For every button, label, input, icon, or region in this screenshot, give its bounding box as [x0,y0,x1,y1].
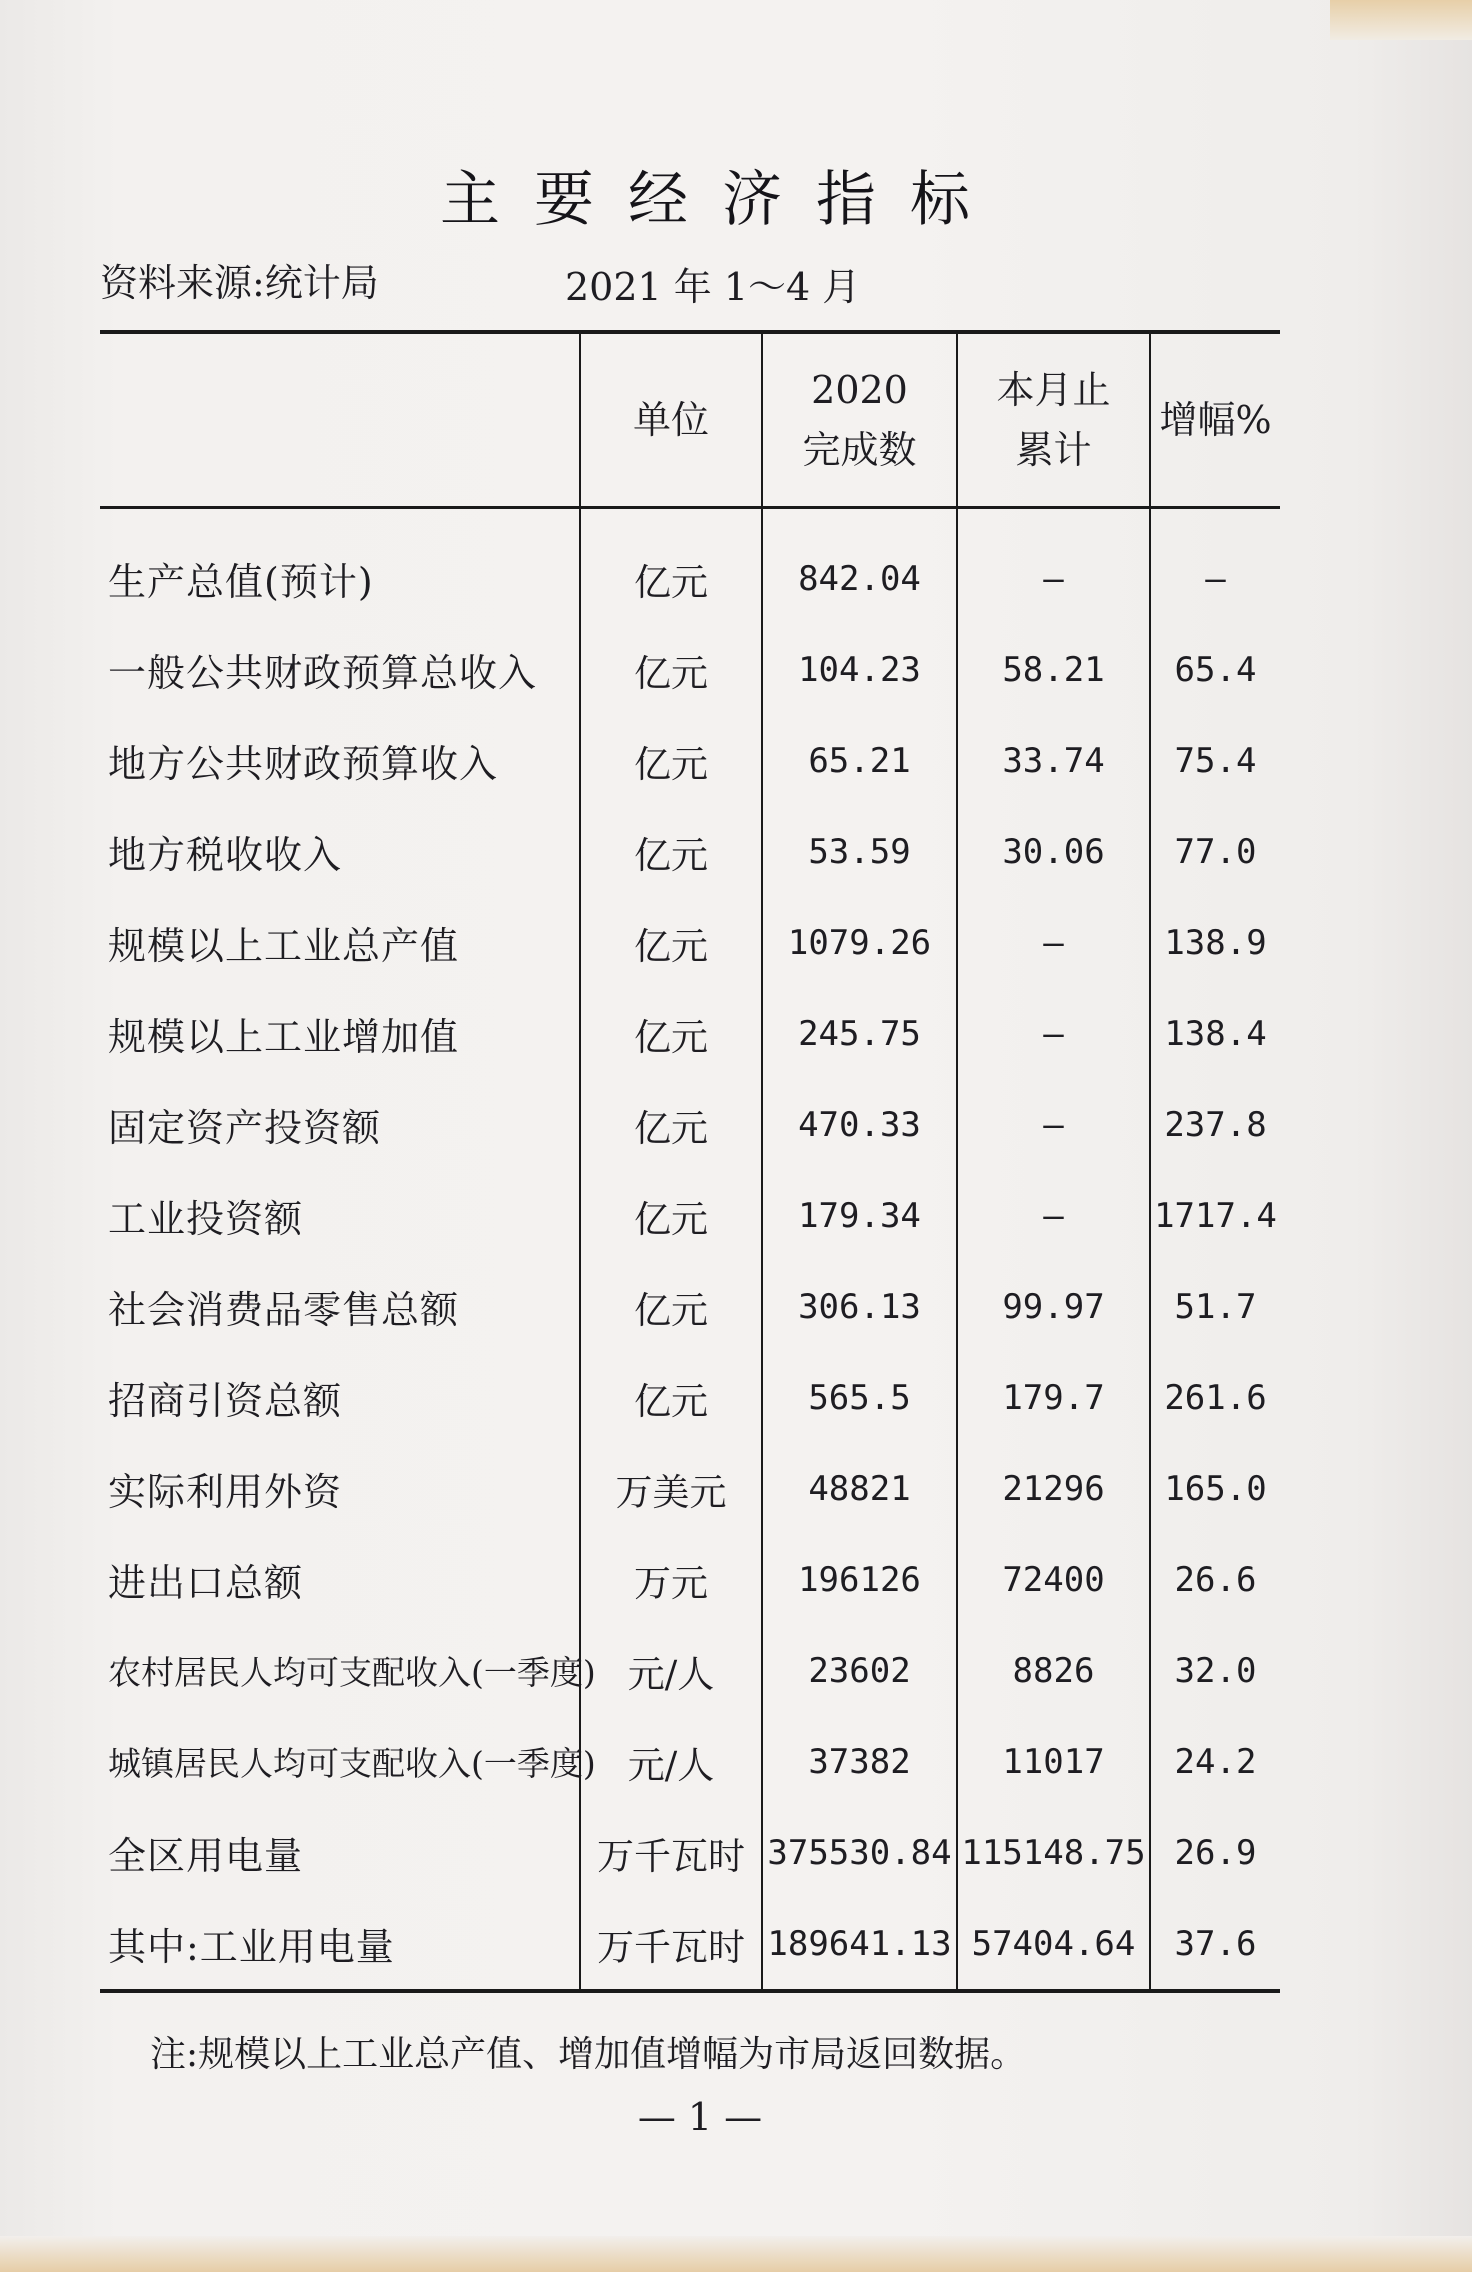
growth-cell: 26.9 [1150,1807,1280,1898]
table-row [100,1261,1280,1352]
indicator-name-cell: 地方税收收入 [108,833,343,877]
completed-2020-cell: 48821 [762,1443,957,1534]
indicator-name-cell: 进出口总额 [108,1561,304,1605]
growth-cell: 24.2 [1150,1716,1280,1807]
completed-2020-cell: 189641.13 [762,1898,957,1991]
table-row [100,806,1280,897]
unit-cell: 万千瓦时 [580,1898,762,1991]
cumulative-cell: — [957,1170,1150,1261]
growth-cell: 26.6 [1150,1534,1280,1625]
table-row [100,715,1280,806]
indicator-name-cell: 城镇居民人均可支配收入(一季度) [108,1744,596,1783]
header-cumulative-line1: 本月止 [996,368,1111,412]
cumulative-cell: — [957,988,1150,1079]
unit-cell: 亿元 [580,897,762,988]
table-row [100,897,1280,988]
unit-cell: 亿元 [580,806,762,897]
table-header-row [100,332,1280,508]
cumulative-cell: 11017 [957,1716,1150,1807]
table-row [100,1170,1280,1261]
growth-cell: 32.0 [1150,1625,1280,1716]
completed-2020-cell: 470.33 [762,1079,957,1170]
growth-cell: 138.9 [1150,897,1280,988]
page-title: 主要经济指标 [440,165,1004,235]
completed-2020-cell: 37382 [762,1716,957,1807]
completed-2020-cell: 65.21 [762,715,957,806]
unit-cell: 亿元 [580,508,762,625]
report-period: 2021 年 1～4 月 [565,265,861,309]
cumulative-cell: — [957,508,1150,625]
unit-cell: 万千瓦时 [580,1807,762,1898]
growth-cell: 165.0 [1150,1443,1280,1534]
completed-2020-cell: 179.34 [762,1170,957,1261]
cumulative-cell: 115148.75 [957,1807,1150,1898]
indicator-name-cell: 工业投资额 [108,1197,304,1241]
header-unit: 单位 [580,332,762,508]
growth-cell: 51.7 [1150,1261,1280,1352]
unit-cell: 万美元 [580,1443,762,1534]
header-completed-year: 2020 [811,368,908,412]
data-source: 资料来源:统计局 [100,261,379,305]
cumulative-cell: 99.97 [957,1261,1150,1352]
footnote: 注:规模以上工业总产值、增加值增幅为市局返回数据。 [150,2034,1027,2075]
completed-2020-cell: 1079.26 [762,897,957,988]
table-row [100,508,1280,625]
indicator-table [100,330,1280,1993]
growth-cell: 1717.4 [1150,1170,1280,1261]
cumulative-cell: 72400 [957,1534,1150,1625]
table-row [100,1625,1280,1716]
cumulative-cell: 8826 [957,1625,1150,1716]
completed-2020-cell: 375530.84 [762,1807,957,1898]
indicator-name-cell: 全区用电量 [108,1834,304,1878]
cumulative-cell: — [957,897,1150,988]
unit-cell: 亿元 [580,624,762,715]
cumulative-cell: 179.7 [957,1352,1150,1443]
growth-cell: 237.8 [1150,1079,1280,1170]
indicator-name-cell: 一般公共财政预算总收入 [108,651,538,695]
cumulative-cell: 33.74 [957,715,1150,806]
cumulative-cell: — [957,1079,1150,1170]
indicator-name-cell: 固定资产投资额 [108,1106,382,1150]
completed-2020-cell: 245.75 [762,988,957,1079]
growth-cell: 37.6 [1150,1898,1280,1991]
page-number: — 1 — [637,2095,763,2139]
indicator-name-cell: 生产总值(预计) [108,560,374,604]
table-row [100,1443,1280,1534]
indicator-table-container [100,330,1280,2020]
table-body [100,508,1280,1992]
table-row [100,988,1280,1079]
indicator-name-cell: 规模以上工业总产值 [108,924,460,968]
completed-2020-cell: 23602 [762,1625,957,1716]
unit-cell: 亿元 [580,715,762,806]
growth-cell: 75.4 [1150,715,1280,806]
growth-cell: 65.4 [1150,624,1280,715]
indicator-name-cell: 规模以上工业增加值 [108,1015,460,1059]
table-row [100,1534,1280,1625]
unit-cell: 亿元 [580,988,762,1079]
growth-cell: 77.0 [1150,806,1280,897]
table-row [100,1352,1280,1443]
completed-2020-cell: 53.59 [762,806,957,897]
completed-2020-cell: 104.23 [762,624,957,715]
unit-cell: 亿元 [580,1079,762,1170]
growth-cell: — [1150,508,1280,625]
growth-cell: 261.6 [1150,1352,1280,1443]
cumulative-cell: 21296 [957,1443,1150,1534]
completed-2020-cell: 306.13 [762,1261,957,1352]
indicator-name-cell: 招商引资总额 [108,1379,343,1423]
completed-2020-cell: 196126 [762,1534,957,1625]
cumulative-cell: 58.21 [957,624,1150,715]
indicator-name-cell: 其中:工业用电量 [108,1925,395,1969]
unit-cell: 元/人 [580,1716,762,1807]
indicator-name-cell: 地方公共财政预算收入 [108,742,499,786]
header-indicator [100,332,580,508]
table-row [100,1898,1280,1991]
table-row [100,624,1280,715]
header-completed [762,332,957,508]
header-growth: 增幅% [1150,332,1280,508]
cumulative-cell: 57404.64 [957,1898,1150,1991]
header-completed-label: 完成数 [802,428,917,472]
header-cumulative-line2: 累计 [1015,428,1092,472]
unit-cell: 亿元 [580,1170,762,1261]
unit-cell: 亿元 [580,1261,762,1352]
table-row [100,1716,1280,1807]
table-row [100,1079,1280,1170]
completed-2020-cell: 565.5 [762,1352,957,1443]
table-row [100,1807,1280,1898]
indicator-name-cell: 社会消费品零售总额 [108,1288,460,1332]
page-edge-top [1330,0,1472,40]
growth-cell: 138.4 [1150,988,1280,1079]
unit-cell: 万元 [580,1534,762,1625]
cumulative-cell: 30.06 [957,806,1150,897]
page-edge-bottom [0,2236,1472,2272]
indicator-name-cell: 实际利用外资 [108,1470,343,1514]
unit-cell: 元/人 [580,1625,762,1716]
unit-cell: 亿元 [580,1352,762,1443]
indicator-name-cell: 农村居民人均可支配收入(一季度) [108,1653,596,1692]
header-cumulative [957,332,1150,508]
completed-2020-cell: 842.04 [762,508,957,625]
